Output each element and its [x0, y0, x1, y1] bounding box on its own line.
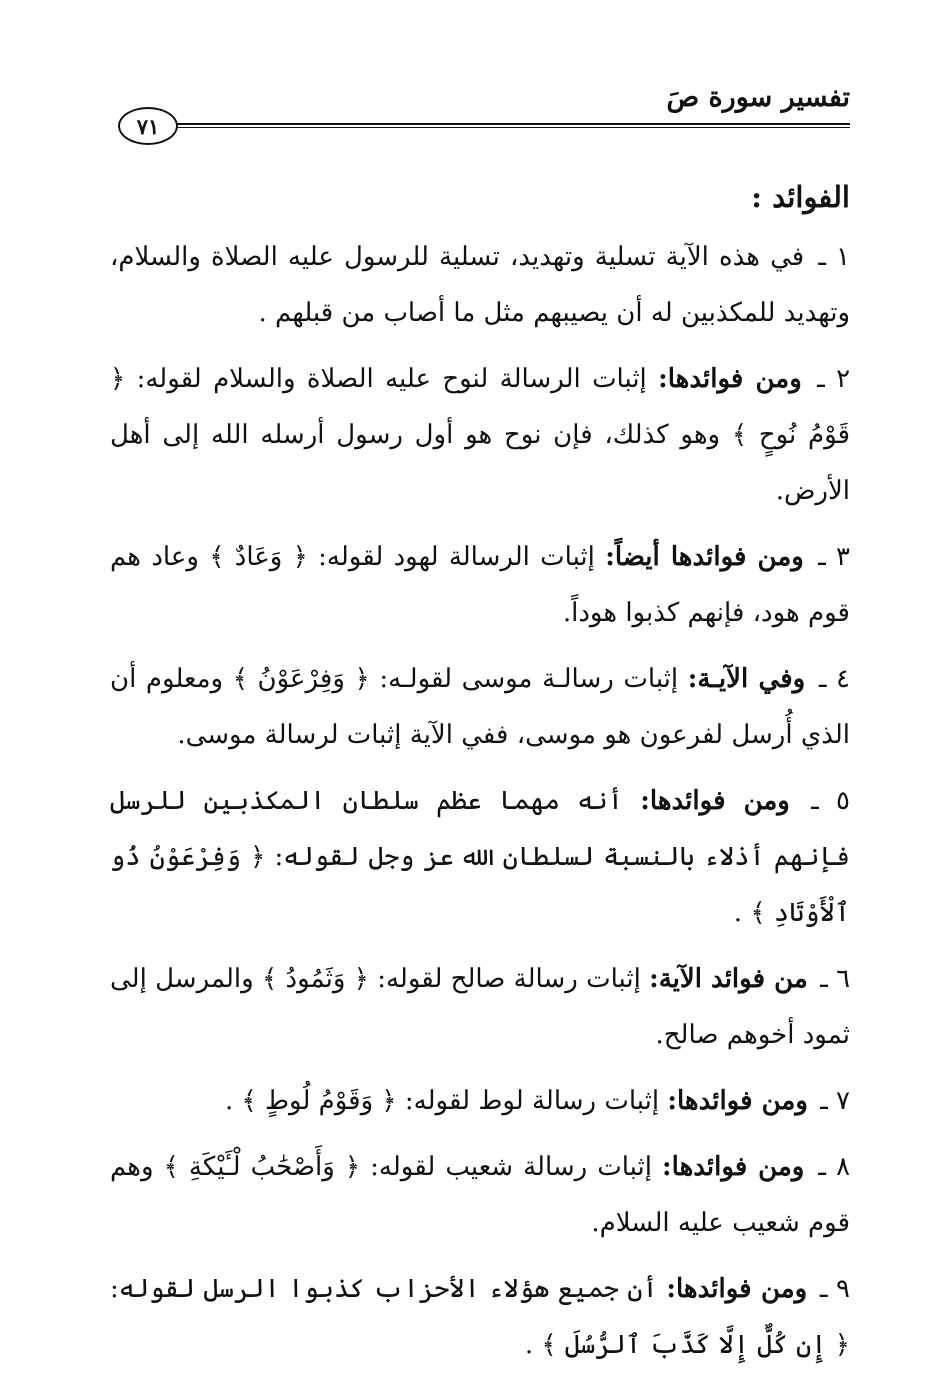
benefit-paragraph: [110, 773, 850, 941]
quran-quote: ﴿ وَفِرْعَوْنُ ﴾: [232, 664, 370, 694]
paragraph-number: ٤ ـ: [818, 664, 851, 694]
paragraph-lead: ومن فوائدها:: [658, 364, 802, 394]
section-heading: الفوائد :: [751, 180, 850, 214]
running-title: تفسير سورة صَ: [666, 82, 850, 113]
benefit-paragraph: [110, 529, 850, 641]
paragraph-text: .: [224, 1086, 234, 1116]
quran-quote: ﴿ قَوْمُ نُوحٍ ﴾: [110, 364, 851, 450]
benefit-paragraph: [110, 1139, 850, 1251]
paragraph-text: والمرسل إلى ثمود أخوهم صالح.: [110, 964, 850, 1050]
paragraph-text: وهو كذلك، فإن نوح هو أول رسول أرسله الله إلى أهل الأرض.: [110, 420, 850, 506]
paragraph-number: ٦ ـ: [820, 964, 851, 994]
paragraph-text: إثبات الرسالة لهود لقوله:: [318, 542, 595, 572]
benefit-paragraph: [110, 1073, 850, 1129]
paragraph-lead: ومن فوائدها:: [667, 1086, 808, 1116]
paragraph-lead: من فوائد الآية:: [649, 964, 808, 994]
paragraph-text: أنه مهما عظم سلطان المكذبين للرسل فإنهم أذلاء بالنسبة لسلطان الله عز وجل لقوله:: [110, 786, 850, 872]
paragraph-text: .: [524, 1330, 534, 1360]
book-page: [110, 70, 850, 1383]
header-rule: [172, 123, 850, 125]
quran-quote: ﴿ إِن كُلٌّ إِلَّا كَذَّبَ ٱلرُّسُلَ ﴾: [541, 1330, 850, 1360]
benefit-paragraph: [110, 229, 850, 341]
paragraph-text: وعاد هم قوم هود، فإنهم كذبوا هوداً.: [110, 542, 850, 628]
benefit-paragraph: [110, 951, 850, 1063]
quran-quote: ﴿ وَأَصْحَٰبُ لْـَٔيْكَةِ ﴾: [163, 1152, 361, 1182]
paragraph-lead: ومن فوائدها أيضاً:: [605, 542, 804, 572]
paragraph-number: ٧ ـ: [820, 1086, 850, 1116]
paragraph-lead: ومن فوائدها:: [666, 1274, 808, 1304]
benefits-list: [110, 229, 850, 1373]
paragraph-text: إثبات رسالة لوط لقوله:: [404, 1086, 660, 1116]
paragraph-lead: ومن فوائدها:: [662, 1152, 805, 1182]
paragraph-text: إثبات رسالـة موسى لقولـه:: [379, 664, 679, 694]
paragraph-text: وهم قوم شعيب عليه السلام.: [110, 1152, 850, 1238]
benefit-paragraph: [110, 651, 850, 763]
paragraph-number: ٣ ـ: [818, 542, 851, 572]
quran-quote: ﴿ وَعَادٌ ﴾: [209, 542, 308, 572]
paragraph-text: ومعلوم أن الذي أُرسل لفرعون هو موسى، ففي الآية إثبات لرسالة موسى.: [110, 664, 850, 750]
paragraph-text: في هذه الآية تسلية وتهديد، تسلية للرسول عليه الصلاة والسلام، وتهديد للمكذبين له أن يصيبهم مثل ما أصاب من قبلهم .: [110, 242, 850, 328]
paragraph-text: إثبات الرسالة لنوح عليه الصلاة والسلام لقوله:: [136, 364, 647, 394]
paragraph-text: إثبات رسالة صالح لقوله:: [377, 964, 641, 994]
quran-quote: ﴿ وَفِرْعَوْنُ ذُو ٱلْأَوْتَادِ ﴾: [110, 842, 850, 928]
paragraph-text: أن جميع هؤلاء الأحزاب كذبوا الرسل لقوله:: [110, 1274, 658, 1304]
page-header: [110, 70, 850, 140]
quran-quote: ﴿ وَثَمُودُ ﴾: [262, 964, 369, 994]
paragraph-text: .: [733, 898, 743, 928]
benefit-paragraph: [110, 351, 850, 519]
paragraph-lead: ومن فوائدها:: [640, 786, 790, 816]
quran-quote: ﴿ وَقَوْمُ لُوطٍ ﴾: [241, 1086, 397, 1116]
paragraph-number: ٩ ـ: [819, 1274, 851, 1304]
paragraph-number: ٥ ـ: [811, 786, 851, 816]
page-number-badge: ٧١: [118, 107, 178, 145]
paragraph-lead: وفي الآيـة:: [687, 664, 806, 694]
header-rule-thin: [172, 127, 850, 128]
paragraph-number: ٢ ـ: [817, 364, 851, 394]
paragraph-number: ١ ـ: [818, 242, 851, 272]
paragraph-number: ٨ ـ: [818, 1152, 851, 1182]
paragraph-text: إثبات رسالة شعيب لقوله:: [370, 1152, 652, 1182]
benefit-paragraph: [110, 1261, 850, 1373]
